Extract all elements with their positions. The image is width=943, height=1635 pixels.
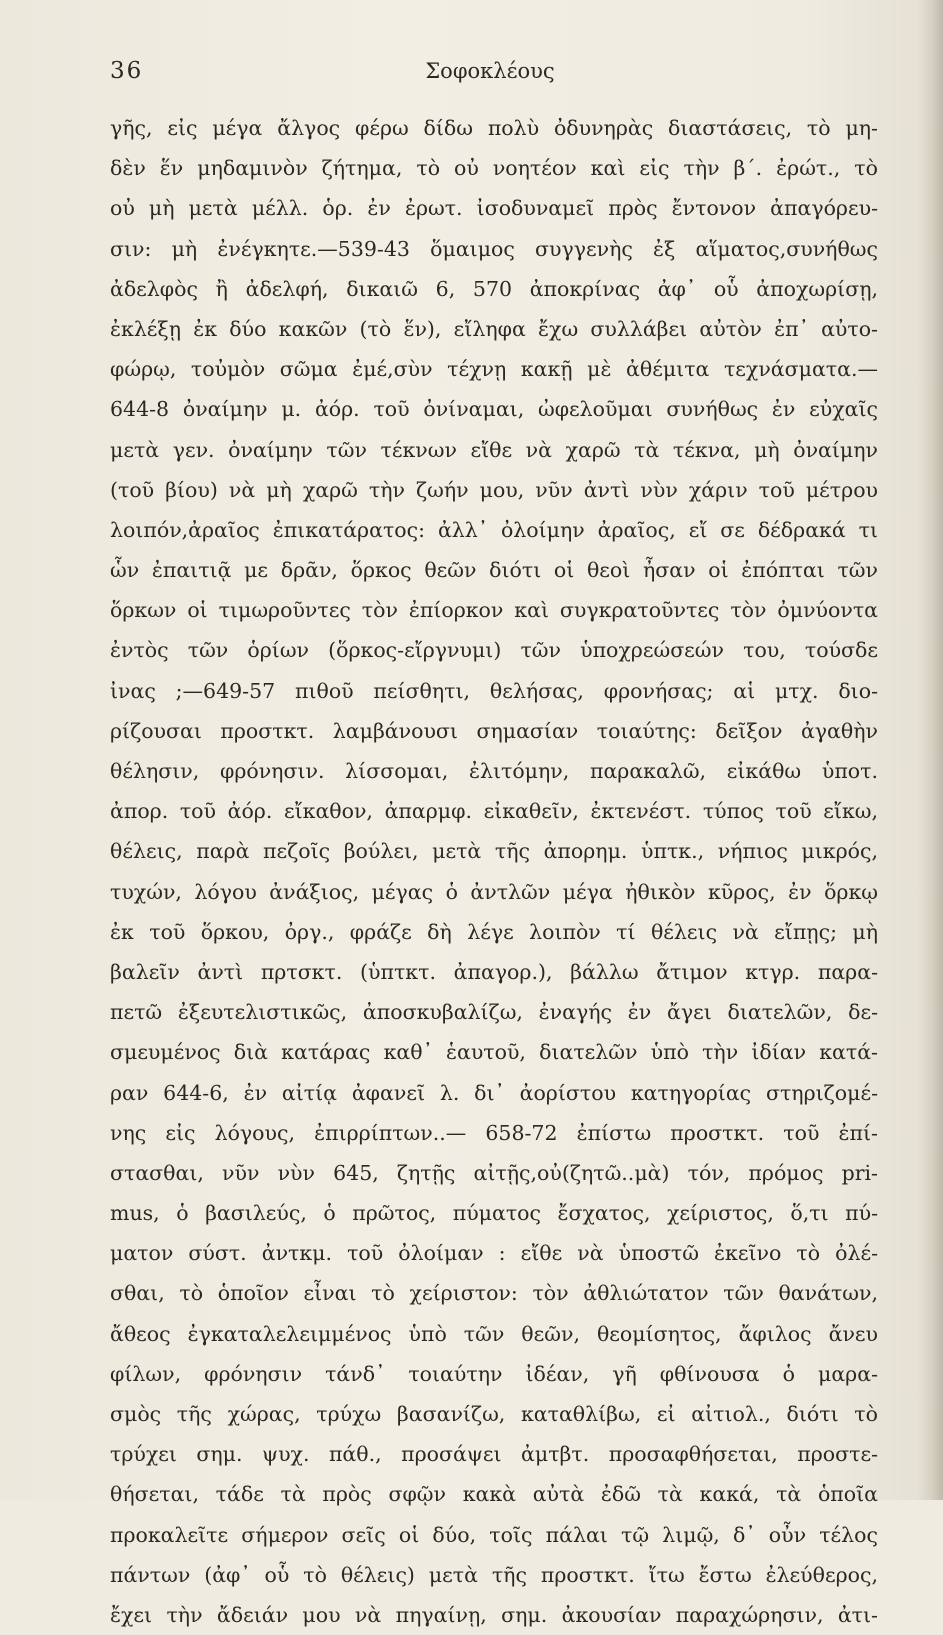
- text-line: φώρῳ, τοὐμὸν σῶμα ἐμέ,σὺν τέχνῃ κακῇ μὲ ἀθέμιτα τεχνάσματα.—: [110, 357, 878, 382]
- text-line: φίλων, φρόνησιν τάνδ᾽ τοιαύτην ἰδέαν, γῆ φθίνουσα ὁ μαρα-: [110, 1361, 878, 1386]
- text-line: λοιπόν,ἀραῖος ἐπικατάρατος: ἀλλ᾽ ὀλοίμην ἀραῖος, εἴ σε δέδρακά τι: [110, 517, 878, 542]
- text-line: ἐκλέξῃ ἐκ δύο κακῶν (τὸ ἕν), εἴληφα ἔχω συλλάβει αὐτὸν ἐπ᾽ αὐτο-: [110, 316, 878, 341]
- text-line: θέλεις, παρὰ πεζοῖς βούλει, μετὰ τῆς ἀπορημ. ὑπτκ., νήπιος μικρός,: [110, 839, 878, 864]
- text-line: νης εἰς λόγους, ἐπιρρίπτων..— 658-72 ἐπίστω προστκτ. τοῦ ἐπί-: [110, 1120, 878, 1145]
- text-line: ἐκ τοῦ ὅρκου, ὀργ., φράζε δὴ λέγε λοιπὸν τί θέλεις νὰ εἴπῃς; μὴ: [110, 919, 878, 944]
- text-line: ὅρκων οἱ τιμωροῦντες τὸν ἐπίορκον καὶ συγκρατοῦντες τὸν ὀμνύοντα: [110, 598, 878, 623]
- text-line: τρύχει σημ. ψυχ. πάθ., προσάψει ἀμτβτ. προσαφθήσεται, προστε-: [110, 1442, 878, 1467]
- text-line: σθαι, τὸ ὁποῖον εἶναι τὸ χείριστον: τὸν ἀθλιώτατον τῶν θανάτων,: [110, 1281, 878, 1306]
- text-line: (τοῦ βίου) νὰ μὴ χαρῶ τὴν ζωήν μου, νῦν ἀντὶ νὺν χάριν τοῦ μέτρου: [110, 477, 878, 502]
- text-line: μετὰ γεν. ὀναίμην τῶν τέκνων εἴθε νὰ χαρῶ τὰ τέκνα, μὴ ὀναίμην: [110, 437, 878, 462]
- text-line: ἀδελφὸς ἢ ἀδελφή, δικαιῶ 6, 570 ἀποκρίνας ἀφ᾽ οὗ ἀποχωρίσῃ,: [110, 276, 878, 301]
- page-binding-edge: [917, 0, 943, 1500]
- text-line: γῆς, εἰς μέγα ἄλγος φέρω δίδω πολὺ ὀδυνηρὰς διαστάσεις, τὸ μη-: [110, 116, 878, 140]
- text-line: σμευμένος διὰ κατάρας καθ᾽ ἑαυτοῦ, διατελῶν ὑπὸ τὴν ἰδίαν κατά-: [110, 1040, 878, 1065]
- text-line: ἰνας ;—649-57 πιθοῦ πείσθητι, θελήσας, φρονήσας; αἱ μτχ. διο-: [110, 678, 878, 703]
- text-line: ἐντὸς τῶν ὁρίων (ὅρκος-εἴργνυμι) τῶν ὑποχρεώσεών του, τούσδε: [110, 638, 878, 663]
- text-line: σιν: μὴ ἐνέγκητε.—539-43 ὅμαιμος συγγενὴς ἐξ αἵματος,συνήθως: [110, 236, 878, 261]
- text-line: θήσεται, τάδε τὰ πρὸς σφῷν κακὰ αὐτὰ ἐδῶ τὰ κακά, τὰ ὁποῖα: [110, 1482, 878, 1507]
- text-line: πετῶ ἐξευτελιστικῶς, ἀποσκυβαλίζω, ἐναγής ἐν ἄγει διατελῶν, δε-: [110, 1000, 878, 1025]
- text-line: ἄθεος ἐγκαταλελειμμένος ὑπὸ τῶν θεῶν, θεομίσητος, ἄφιλος ἄνευ: [110, 1321, 878, 1346]
- text-line: mus, ὁ βασιλεύς, ὁ πρῶτος, πύματος ἔσχατος, χείριστος, ὅ,τι πύ-: [110, 1201, 878, 1226]
- text-line: ρίζουσαι προστκτ. λαμβάνουσι σημασίαν τοιαύτης: δεῖξον ἀγαθὴν: [110, 718, 878, 743]
- page-number: 36: [110, 58, 144, 84]
- text-line: βαλεῖν ἀντὶ πρτσκτ. (ὑπτκτ. ἀπαγορ.), βάλλω ἄτιμον κτγρ. παρα-: [110, 959, 878, 984]
- running-title: Σοφοκλέους: [425, 59, 555, 83]
- text-line: στασθαι, νῦν νὺν 645, ζητῇς αἰτῇς,οὐ(ζητῶ..μὰ) τόν, πρόμος pri-: [110, 1160, 878, 1185]
- text-line: σμὸς τῆς χώρας, τρύχω βασανίζω, καταθλίβω, εἰ αἰτιολ., διότι τὸ: [110, 1402, 878, 1426]
- text-line: οὐ μὴ μετὰ μέλλ. ὁρ. ἐν ἐρωτ. ἰσοδυναμεῖ πρὸς ἔντονον ἀπαγόρευ-: [110, 196, 878, 221]
- text-line: ὧν ἐπαιτιᾷ με δρᾶν, ὅρκος θεῶν διότι οἱ θεοὶ ἦσαν οἱ ἐπόπται τῶν: [110, 558, 878, 583]
- text-line: πάντων (ἀφ᾽ οὗ τὸ θέλεις) μετὰ τῆς προστκτ. ἴτω ἔστω ἐλεύθερος,: [110, 1562, 878, 1587]
- text-line: 644-8 ὀναίμην μ. ἀόρ. τοῦ ὀνίναμαι, ὠφελοῦμαι συνήθως ἐν εὐχαῖς: [110, 397, 878, 422]
- text-line: ματον σύστ. ἀντκμ. τοῦ ὀλοίμαν : εἴθε νὰ ὑποστῶ ἐκεῖνο τὸ ὀλέ-: [110, 1241, 878, 1266]
- text-line: δὲν ἕν μηδαμινὸν ζήτημα, τὸ οὐ νοητέον καὶ εἰς τὴν β΄. ἐρώτ., τὸ: [110, 156, 878, 181]
- page-header: [110, 58, 870, 94]
- commentary-text: [110, 108, 878, 1635]
- text-line: ἀπορ. τοῦ ἀόρ. εἴκαθον, ἀπαρμφ. εἰκαθεῖν, ἐκτενέστ. τύπος τοῦ εἴκω,: [110, 799, 878, 824]
- text-line: ραν 644-6, ἐν αἰτίᾳ ἀφανεῖ λ. δι᾽ ἀορίστου κατηγορίας στηριζομέ-: [110, 1080, 878, 1105]
- text-line: θέλησιν, φρόνησιν. λίσσομαι, ἐλιτόμην, παρακαλῶ, εἰκάθω ὑποτ.: [110, 759, 878, 783]
- text-line: προκαλεῖτε σήμερον σεῖς οἱ δύο, τοῖς πάλαι τῷ λιμῷ, δ᾽ οὖν τέλος: [110, 1522, 878, 1547]
- text-line: τυχών, λόγου ἀνάξιος, μέγας ὁ ἀντλῶν μέγα ἠθικὸν κῦρος, ἐν ὅρκῳ: [110, 879, 878, 904]
- text-line: ἔχει τὴν ἄδειάν μου νὰ πηγαίνῃ, σημ. ἀκουσίαν παραχώρησιν, ἀτι-: [110, 1602, 878, 1627]
